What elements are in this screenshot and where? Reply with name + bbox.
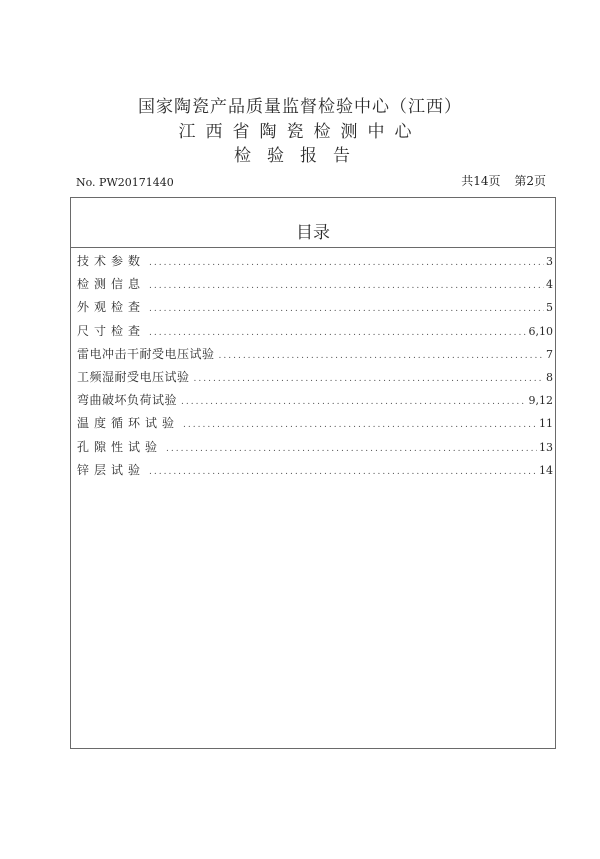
total-pages: 共14页	[461, 174, 501, 188]
toc-item-label: 孔隙性试验	[77, 439, 163, 454]
toc-item-label: 弯曲破坏负荷试验	[77, 393, 178, 408]
toc-item-label: 尺寸检查	[77, 323, 146, 338]
toc-item-page: 4	[546, 278, 553, 292]
toc-leader-dots	[149, 322, 526, 345]
toc-item-page: 9,12	[528, 394, 553, 408]
toc-leader-dots	[181, 391, 526, 414]
toc-item-page: 5	[546, 301, 553, 315]
toc-item[interactable]	[77, 250, 553, 273]
toc-leader-dots	[149, 298, 544, 321]
toc-item-label: 检测信息	[77, 277, 146, 292]
toc-list	[77, 250, 553, 482]
toc-item[interactable]	[77, 389, 553, 412]
toc-item[interactable]	[77, 459, 553, 482]
toc-item-label: 外观检查	[77, 300, 146, 315]
toc-item-page: 7	[546, 347, 553, 361]
toc-item-label: 温度循环试验	[77, 416, 180, 431]
toc-item[interactable]	[77, 436, 553, 459]
toc-item-page: 14	[539, 463, 553, 477]
toc-leader-dots	[166, 438, 537, 461]
toc-item-label: 技术参数	[77, 254, 146, 268]
toc-item[interactable]	[77, 296, 553, 319]
toc-item[interactable]	[77, 273, 553, 296]
toc-item-page: 3	[546, 255, 553, 268]
toc-item-page: 8	[546, 370, 553, 384]
toc-item[interactable]	[77, 366, 553, 389]
report-title-center: 江西省陶瓷检测中心	[178, 122, 422, 142]
toc-leader-dots	[219, 345, 544, 368]
toc-heading: 目录	[296, 223, 330, 243]
toc-leader-dots	[149, 252, 544, 275]
toc-item-page: 6,10	[528, 324, 553, 338]
current-page: 第2页	[514, 174, 546, 188]
report-title-institution: 国家陶瓷产品质量监督检验中心（江西）	[138, 97, 462, 117]
toc-leader-dots	[194, 368, 544, 391]
toc-item-label: 工频湿耐受电压试验	[77, 369, 190, 384]
toc-leader-dots	[149, 275, 544, 298]
toc-item[interactable]	[77, 343, 553, 366]
toc-divider	[71, 247, 555, 248]
toc-item-label: 雷电冲击干耐受电压试验	[77, 346, 215, 361]
report-title-type: 检验报告	[234, 146, 366, 166]
report-number: No. PW20171440	[76, 176, 174, 189]
toc-item-label: 锌层试验	[77, 462, 146, 477]
toc-item-page: 11	[539, 417, 553, 431]
toc-item[interactable]	[77, 412, 553, 435]
toc-frame	[70, 197, 556, 749]
toc-leader-dots	[183, 414, 537, 437]
page-info	[461, 172, 546, 189]
toc-item[interactable]	[77, 320, 553, 343]
toc-leader-dots	[149, 461, 537, 484]
toc-item-page: 13	[539, 440, 553, 454]
